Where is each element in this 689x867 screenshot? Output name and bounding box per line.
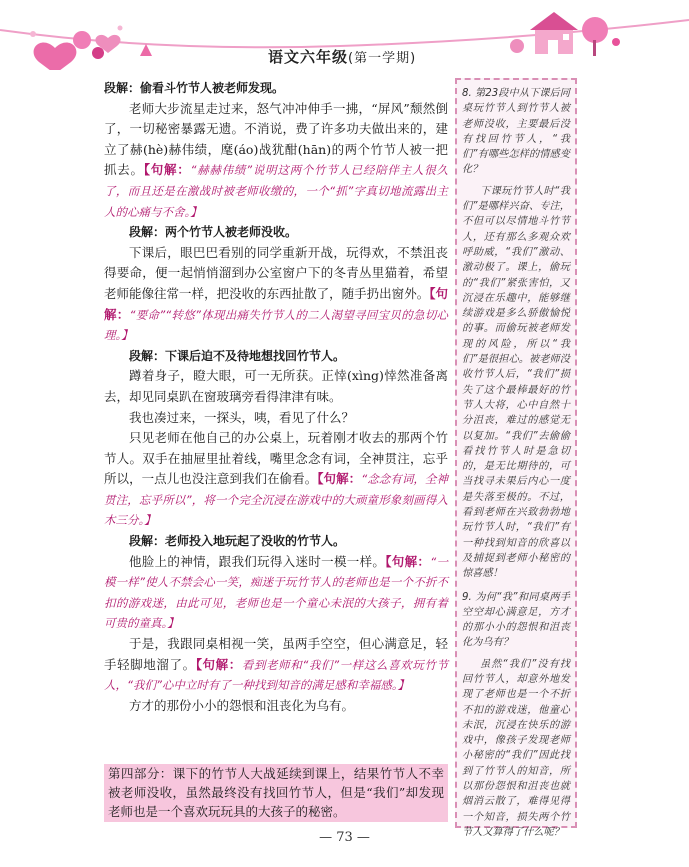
paragraph: 方才的那份小小的怨恨和沮丧化为乌有。 [129, 697, 355, 713]
left-heart-ornament-icon [30, 26, 152, 71]
right-house-ornament-icon [510, 12, 620, 56]
paragraph: 他脸上的神情，跟我们玩得入迷时一模一样。【句解：“一模一样”使人不禁会心一笑，痴迷于玩竹节人的老师也是一个不折不扣的游戏迷，由此可见，老师也是一个童心未泯的大孩子，拥有着可贵的童真。】 [104, 553, 448, 631]
paragraph: 老师大步流星走过来，怒气冲冲伸手一拂，“屏风”颓然倒了，一切秘密暴露无遗。不消说，费了许多功夫做出来的，建立了赫(hè)赫伟绩，麾(áo)战犹酣(hān)的两个竹节人被一把抓去。【句解：“赫赫伟绩”说明这两个竹节人已经陪伴主人很久了，而且还是在激战时被老师收缴的，一个“抓”字真切地流露出主人的心痛与不舍。】 [104, 100, 448, 219]
paragraph: 下课后，眼巴巴看别的同学重新开战，玩得欢，不禁沮丧得要命，便一起悄悄溜到办公室窗户下的冬青丛里猫着，希望老师能像往常一样，把没收的东西扯散了，随手扔出窗外。【句解：“要命”“转悠”体现出痛失竹节人的二人渴望寻回宝贝的急切心理。】 [104, 244, 448, 343]
paragraph: 只见老师在他自己的办公桌上，玩着刚才收去的那两个竹节人。双手在抽屉里扯着线，嘴里念念有词，全神贯注，忘乎所以，一点儿也没注意到我们在偷看。【句解：“念念有词，全神贯注，忘乎所以”，将一个完全沉浸在游戏中的大顽童形象刻画得入木三分。】 [104, 430, 448, 528]
part-summary-box [104, 764, 448, 822]
sidebar-question-8: 8. 第23段中从下课后同桌玩竹节人到竹节人被老师没收，主要最后没有找回竹节人，“我们”有哪些怎样的情感变化？ [462, 88, 570, 176]
paragraph: 蹲着身子，瞪大眼，可一无所获。正悻(xìng)悻然准备离去，却见同桌趴在窗玻璃旁看得津津有味。 [104, 368, 448, 404]
paragraph: 于是，我跟同桌相视一笑，虽两手空空，但心满意足，轻手轻脚地溜了。【句解：看到老师和“我们”一样这么喜欢玩竹节人，“我们”心中立时有了一种找到知音的满足感和幸福感。】 [104, 636, 448, 693]
segment-summary: 段解：两个竹节人被老师没收。 [129, 225, 298, 240]
sidebar-answer-9: 虽然“我们”没有找回竹节人，却意外地发现了老师也是一个不折不扣的游戏迷，他童心未泯，沉浸在快乐的游戏中，像孩子发现老师小秘密的“我们”因此找到了竹节人的知音，所以那份怨恨和沮丧也就烟消云散了，难得见得一个知音，损失两个竹节人又算得了什么呢？ [462, 658, 570, 838]
segment-summary: 段解：偷看斗竹节人被老师发现。 [104, 81, 285, 95]
page-header [0, 0, 689, 70]
paragraph: 我也凑过来，一探头，咦，看见了什么？ [129, 409, 355, 425]
sidebar-answer-8: 下课玩竹节人时“我们”是哪样兴奋、专注，不但可以尽情地斗竹节人，还有那么多观众欢呼助威，“我们”激动、激动极了。课上，偷玩的“我们”紧张害怕，又沉浸在乐趣中，能够继续游戏是多么骄傲愉悦的事。而偷玩被老师发现的风险，所以“我们”是很担心。被老师没收竹节人后，“我们”损失了这个最棒最好的竹节人大将，心中自然十分沮丧，难过的感觉无以复加。“我们”去偷偷看找竹节人时是急切的，是无比期待的，可当找寻未果后内心一度是失落至极的。不过，看到老师在兴致勃勃地玩竹节人时，“我们”有一种找到知音的欣喜以及捕捉到老师小秘密的惊喜感！ [462, 185, 570, 580]
sidebar-question-9: 9. 为何“我”和同桌两手空空却心满意足，方才的那小小的怨恨和沮丧化为乌有？ [462, 591, 570, 649]
part-summary-text: 第四部分：课下的竹节人大战延续到课上，结果竹节人不幸被老师没收，虽然最终没有找回竹节人，但是“我们”却发现老师也是一个喜欢玩玩具的大孩子的秘密。 [108, 766, 444, 819]
sidebar-qa-panel [455, 78, 577, 838]
page-number: — 73 — [319, 830, 370, 845]
segment-summary: 段解：下课后迫不及待地想找回竹节人。 [129, 348, 346, 363]
segment-summary: 段解：老师投入地玩起了没收的竹节人。 [129, 534, 346, 549]
book-title: 语文六年级(第一学期) [268, 48, 417, 66]
main-text-column [104, 78, 448, 716]
